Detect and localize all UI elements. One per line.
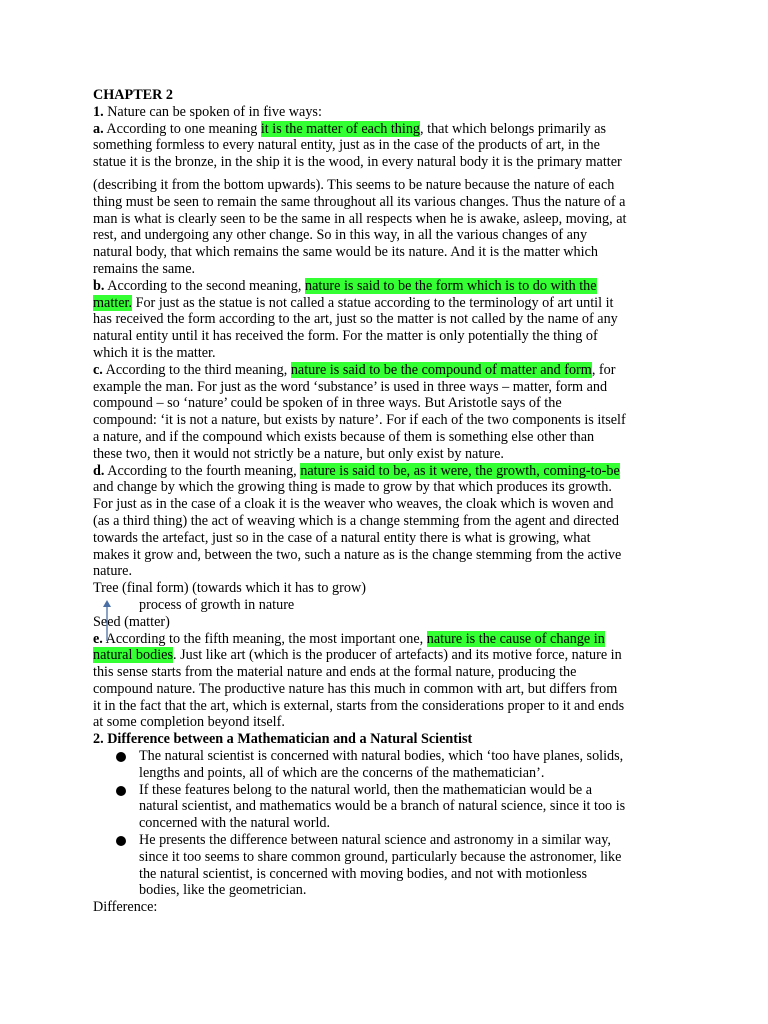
diagram-process-label: process of growth in nature bbox=[139, 596, 295, 613]
meaning-b-line: which it is the matter. bbox=[93, 344, 216, 361]
bullet-item-1: The natural scientist is concerned with natural bodies, which ‘too have planes, solids, bbox=[93, 748, 683, 765]
meaning-a-line: rest, and undergoing any other change. So in this way, in all the various changes of any bbox=[93, 227, 588, 244]
bullet-item-3-cont: since it too seems to share common ground, particularly because the astronomer, like bbox=[139, 848, 622, 865]
highlight-c: nature is said to be the compound of matter and form bbox=[290, 361, 592, 378]
meaning-a-line: remains the same. bbox=[93, 260, 196, 277]
meaning-b-line: has received the form according to the art, just so the matter is not called by the name of any bbox=[93, 311, 618, 328]
meaning-b-first-line: b. According to the second meaning, nature is said to be the form which is to do with the bbox=[93, 277, 597, 294]
meaning-e-first-line: e. According to the fifth meaning, the most important one, nature is the cause of change in bbox=[93, 630, 605, 647]
diagram-seed-label: Seed (matter) bbox=[93, 613, 170, 630]
meaning-c-line: these two, then it would not strictly be a nature, but only exist by nature. bbox=[93, 445, 504, 462]
bullet-item-2-cont: concerned with the natural world. bbox=[139, 815, 331, 832]
meaning-a-line: (describing it from the bottom upwards). This seems to be nature because the nature of each bbox=[93, 176, 615, 193]
meaning-c-line: example the man. For just as the word ‘substance’ is used in three ways – matter, form and bbox=[93, 378, 608, 395]
highlight-a: it is the matter of each thing bbox=[260, 120, 421, 137]
section-1-intro: 1. Nature can be spoken of in five ways: bbox=[93, 103, 322, 120]
bullet-item-3: He presents the difference between natural science and astronomy in a similar way, bbox=[93, 832, 683, 849]
bullet-item-2-cont: natural scientist, and mathematics would be a branch of natural science, since it too is bbox=[139, 798, 626, 815]
highlight-b: nature is said to be the form which is to do with the bbox=[304, 277, 597, 294]
bullet-item-3-cont: the natural scientist, is concerned with moving bodies, and not with motionless bbox=[139, 865, 588, 882]
document-body bbox=[93, 87, 683, 916]
meaning-c-line: compound – so ‘nature’ could be spoken of in three ways. But Aristotle says of the bbox=[93, 395, 562, 412]
meaning-c-line: a nature, and if the compound which exists because of them is something else other than bbox=[93, 428, 595, 445]
section-2-heading: 2. Difference between a Mathematician and a Natural Scientist bbox=[93, 731, 473, 748]
meaning-e-line: this sense starts from the material nature and ends at the formal nature, producing the bbox=[93, 664, 577, 681]
meaning-a-line: natural body, that which remains the same would be its nature. And it is the matter which bbox=[93, 244, 598, 261]
meaning-d-line: makes it grow and, between the two, such a nature as is the change stemming from the active bbox=[93, 546, 622, 563]
meaning-e-line: compound nature. The productive nature has this much in common with art, but differs from bbox=[93, 680, 618, 697]
meaning-d-first-line: d. According to the fourth meaning, nature is said to be, as it were, the growth, coming-to-be bbox=[93, 462, 620, 479]
meaning-a-line: something formless to every natural entity, just as in the case of the products of art, in the bbox=[93, 137, 600, 154]
bullet-dot-icon bbox=[116, 752, 126, 762]
meaning-e-line: it in the fact that the art, which is external, starts from the considerations proper to it and ends bbox=[93, 697, 625, 714]
meaning-b-line: natural entity until it has received the form. For the matter is only potentially the thing of bbox=[93, 328, 598, 345]
highlight-b-cont: matter. bbox=[93, 294, 133, 311]
bullet-item-1-cont: lengths and points, all of which are the concerns of the mathematician’. bbox=[139, 764, 545, 781]
meaning-d-line: towards the artefact, just so in the case of a natural entity there is what is growing, what bbox=[93, 529, 591, 546]
meaning-c-line: compound: ‘it is not a nature, but exists by nature’. For if each of the two components is itself bbox=[93, 412, 626, 429]
chapter-title: CHAPTER 2 bbox=[93, 87, 174, 103]
bullet-item-2: If these features belong to the natural world, then the mathematician would be a bbox=[93, 782, 683, 799]
diagram-tree-label: Tree (final form) (towards which it has to grow) bbox=[93, 580, 366, 597]
difference-label: Difference: bbox=[93, 899, 158, 916]
meaning-a-line: man is what is clearly seen to be the same in all respects when he is awake, asleep, moving, at bbox=[93, 210, 627, 227]
bullet-dot-icon bbox=[116, 786, 126, 796]
highlight-d: nature is said to be, as it were, the growth, coming-to-be bbox=[300, 462, 620, 479]
meaning-e-line: natural bodies. Just like art (which is the producer of artefacts) and its motive force, nature in bbox=[93, 647, 622, 664]
meaning-c-first-line: c. According to the third meaning, nature is said to be the compound of matter and form, for bbox=[93, 361, 616, 378]
meaning-d-line: and change by which the growing thing is made to grow by that which produces its growth. bbox=[93, 479, 612, 496]
bullet-dot-icon bbox=[116, 836, 126, 846]
meaning-a-line: statue it is the bronze, in the ship it is the wood, in every natural body it is the primary matter bbox=[93, 154, 622, 171]
meaning-d-line: (as a third thing) the act of weaving which is a change stemming from the agent and directed bbox=[93, 512, 619, 529]
growth-arrow-icon bbox=[102, 600, 112, 642]
meaning-e-line: at some completion beyond itself. bbox=[93, 714, 285, 731]
highlight-e: nature is the cause of change in bbox=[426, 630, 605, 647]
meaning-a-line: thing must be seen to remain the same throughout all its various changes. Thus the nature of a bbox=[93, 193, 626, 210]
meaning-b-line: matter. For just as the statue is not called a statue according to the terminology of art until it bbox=[93, 294, 614, 311]
meaning-d-line: nature. bbox=[93, 563, 132, 580]
meaning-d-line: For just as in the case of a cloak it is the weaver who weaves, the cloak which is woven and bbox=[93, 496, 614, 513]
meaning-a-first-line: a. According to one meaning it is the matter of each thing, that which belongs primarily as bbox=[93, 120, 607, 137]
bullet-item-3-cont: bodies, like the geometrician. bbox=[139, 882, 307, 899]
highlight-e-cont: natural bodies bbox=[93, 647, 173, 664]
